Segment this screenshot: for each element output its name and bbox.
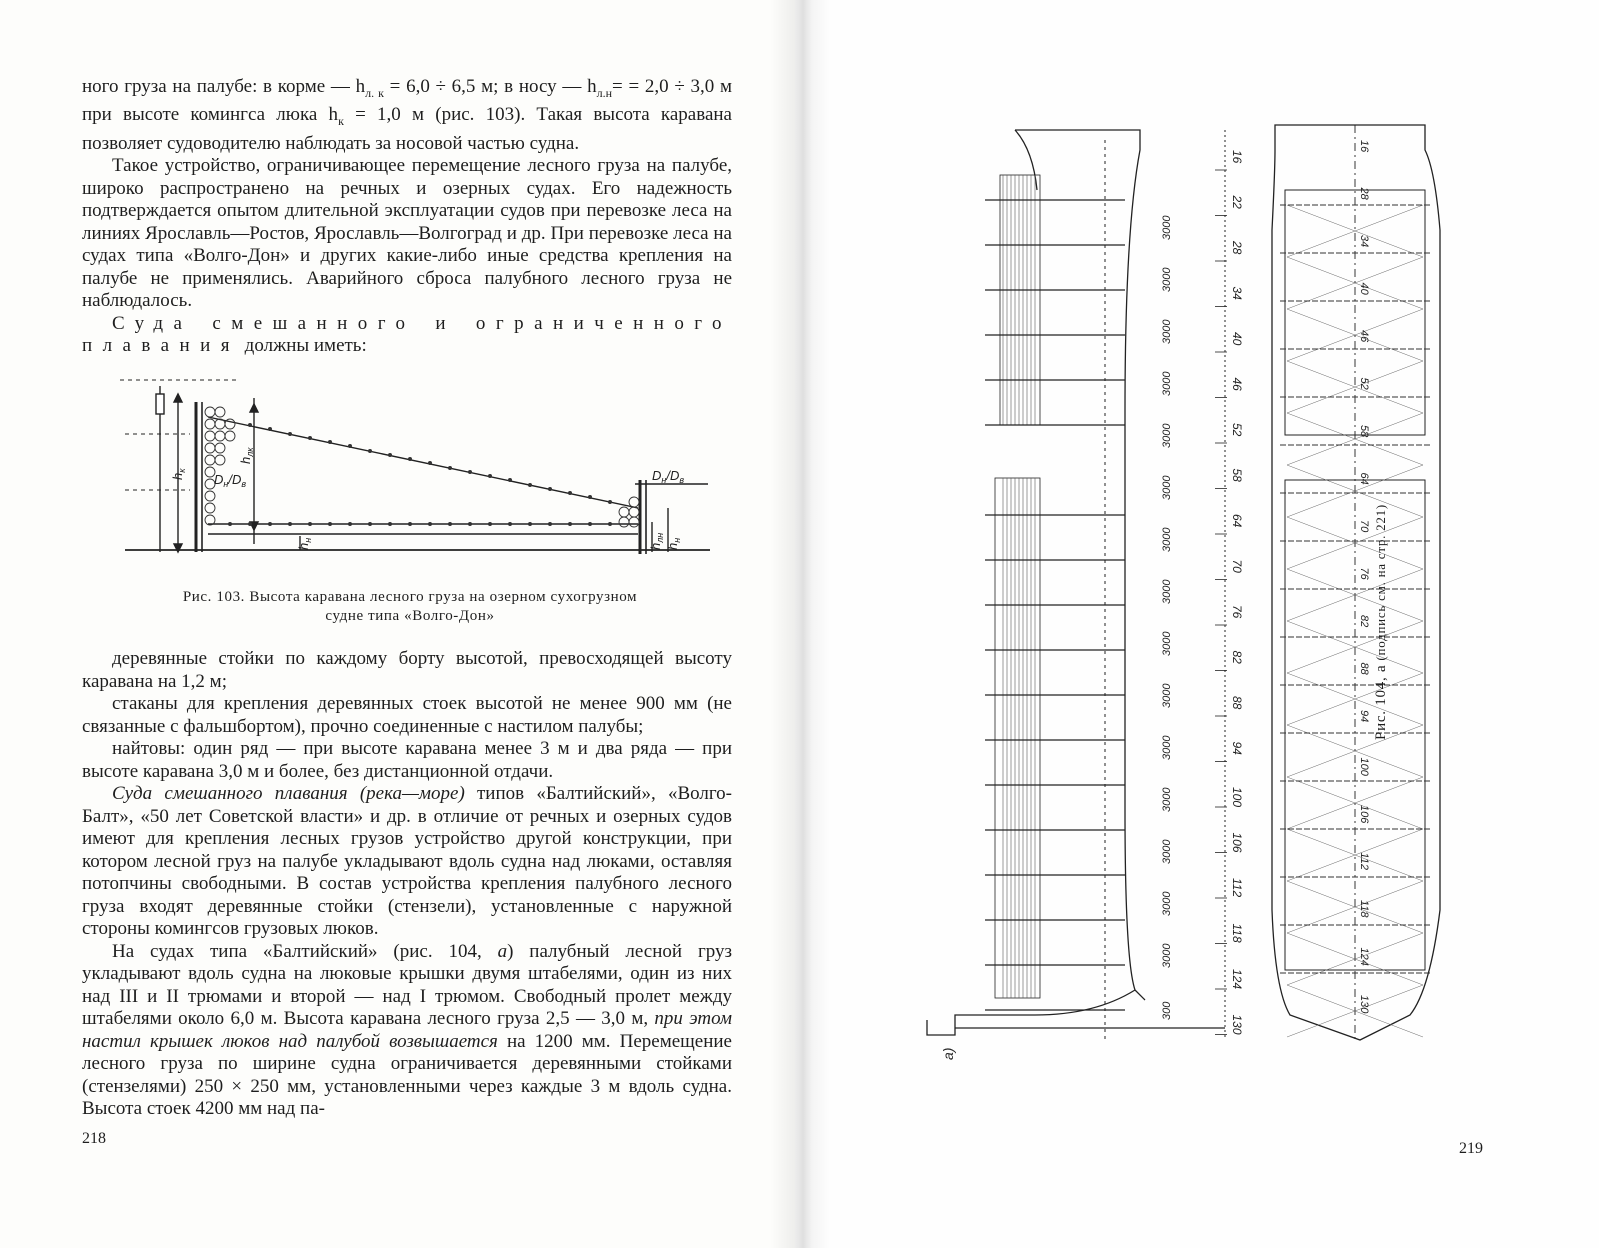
label-dn-db-left: $D_н/D_в$ bbox=[214, 472, 247, 489]
dimension-label: 3000 bbox=[1161, 579, 1173, 604]
plan-frame-label: 118 bbox=[1358, 900, 1370, 918]
frame-label: 112 bbox=[1230, 878, 1244, 898]
caption-note: (подпись см. на стр. 221) bbox=[1373, 504, 1388, 665]
paragraph-3: Суда смешанного и ограниченного плавания должны иметь: bbox=[82, 312, 732, 357]
dimension-label: 3000 bbox=[1161, 423, 1173, 448]
dimension-label: 3000 bbox=[1161, 371, 1173, 396]
plan-frame-label: 64 bbox=[1358, 472, 1370, 485]
plan-frame-label: 112 bbox=[1358, 852, 1370, 871]
deck-plan bbox=[1272, 125, 1440, 1040]
dimension-label: 3000 bbox=[1161, 319, 1173, 344]
left-page bbox=[0, 0, 795, 1248]
frame-label: 70 bbox=[1230, 559, 1244, 573]
frame-label: 82 bbox=[1230, 650, 1244, 664]
plan-frame-label: 34 bbox=[1358, 235, 1370, 248]
frame-label: 40 bbox=[1230, 332, 1244, 346]
plan-frame-label: 130 bbox=[1358, 995, 1370, 1014]
dimension-label: 300 bbox=[1161, 1001, 1173, 1020]
book-gutter-shadow bbox=[770, 0, 830, 1248]
dimension-label: 3000 bbox=[1161, 631, 1173, 656]
plan-frame-label: 52 bbox=[1358, 377, 1370, 390]
plan-frame-label: 46 bbox=[1358, 330, 1370, 343]
label-hi: $h_н$ bbox=[296, 537, 313, 550]
dimension-label: 3000 bbox=[1161, 943, 1173, 968]
text-block-bottom bbox=[82, 648, 732, 1121]
frame-label: 100 bbox=[1230, 787, 1244, 808]
log-row-dots bbox=[228, 423, 612, 526]
label-hlk: $h_{лк}$ bbox=[238, 447, 255, 464]
dimension-label: 3000 bbox=[1161, 839, 1173, 864]
side-profile bbox=[927, 130, 1225, 1040]
text-block-top bbox=[82, 76, 732, 358]
plan-frame-label: 106 bbox=[1358, 805, 1370, 824]
plan-frame-label: 76 bbox=[1358, 567, 1370, 580]
paragraph-7: Суда смешанного плавания (река—море) типов «Балтийский», «Волго-Балт», «50 лет Советской власти» и др. в отличие от речных и озерных судов имеют для крепления лесных грузов устройство другой конструкции, при котором лесной груз на палубе укладывают вдоль судна над люками, оставляя потопчины свободными. В состав устройства крепления палубного лесного груза входят деревянные стойки (стензели), установленные с наружной стороны комингсов грузовых люков. bbox=[82, 783, 732, 939]
frame-label: 28 bbox=[1230, 241, 1244, 255]
figure-104-caption bbox=[1373, 380, 1390, 740]
frame-label: 16 bbox=[1230, 150, 1244, 164]
paragraph-5: стаканы для крепления деревянных стоек высотой не менее 900 мм (не связанные с фальшбортом), прочно соединенные с настилом палубы; bbox=[82, 693, 732, 737]
figure-103 bbox=[120, 372, 730, 572]
frame-label: 52 bbox=[1230, 423, 1244, 437]
dimension-label: 3000 bbox=[1161, 787, 1173, 812]
paragraph-8: На судах типа «Балтийский» (рис. 104, а) палубный лесной груз укладывают вдоль судна на люковые крышки двумя штабелями, один из них над III и II трюмами и второй — над I трюмом. Свободный пролет между штабелями около 6,0 м. Высота каравана лесного груза 2,5 — 3,0 м, при этом настил крышек люков над палубой возвышается на 1200 мм. Перемещение лесного груза по ширине судна ограничивается деревянными стойками (стензелями) 250 × 250 мм, установленными через каждые 3 м вдоль судна. Высота стоек 4200 мм над па- bbox=[82, 940, 732, 1119]
label-hn: $h_н$ bbox=[665, 537, 682, 550]
caption-line-1: Рис. 103. Высота каравана лесного груза на озерном сухогрузном bbox=[182, 589, 638, 605]
page-number-right: 219 bbox=[1459, 1140, 1483, 1157]
plan-frame-label: 28 bbox=[1358, 187, 1370, 200]
caption-main: Рис. 104, а bbox=[1373, 664, 1389, 740]
right-page bbox=[795, 0, 1599, 1248]
frame-label: 64 bbox=[1230, 514, 1244, 528]
paragraph-1: ного груза на палубе: в корме — $h_{л. к} = 6,0 \div 6,5$ м; в носу — $h_{л.н}= = 2,0 \div 3,0$ м при высоте комингса люка $h_к = 1,0$ м (рис. 103). Такая высота каравана позволяет судоводителю наблюдать за носовой частью судна. bbox=[82, 76, 732, 154]
label-hln: $h_{лн}$ bbox=[648, 532, 665, 550]
caption-line-2: судне типа «Волго-Дон» bbox=[325, 608, 495, 624]
dimension-label: 3000 bbox=[1161, 475, 1173, 500]
frame-label: 124 bbox=[1230, 969, 1244, 990]
plan-frame-label: 124 bbox=[1358, 947, 1370, 966]
dimension-label: 3000 bbox=[1161, 891, 1173, 916]
dimension-label: 3000 bbox=[1161, 735, 1173, 760]
figure-103-caption bbox=[110, 588, 710, 626]
plan-frame-label: 82 bbox=[1358, 615, 1370, 628]
paragraph-6: найтовы: один ряд — при высоте каравана менее 3 м и два ряда — при высоте каравана 3,0 м и более, без дистанционной отдачи. bbox=[82, 738, 732, 782]
page-number-left: 218 bbox=[82, 1130, 106, 1147]
dimension-label: 3000 bbox=[1161, 215, 1173, 240]
frame-label: 58 bbox=[1230, 468, 1244, 482]
frame-label: 46 bbox=[1230, 377, 1244, 391]
label-hk: $h_к$ bbox=[170, 468, 187, 480]
log-pile-left bbox=[205, 407, 235, 525]
frame-label: 94 bbox=[1230, 741, 1244, 755]
frame-label: 76 bbox=[1230, 605, 1244, 619]
plan-frame-label: 94 bbox=[1358, 710, 1370, 723]
label-dn-db-right: $D_н/D_в$ bbox=[652, 468, 685, 485]
plan-frame-label: 70 bbox=[1358, 520, 1370, 533]
frame-label: 22 bbox=[1230, 195, 1244, 209]
frame-label: 130 bbox=[1230, 1014, 1244, 1035]
frame-label: 34 bbox=[1230, 286, 1244, 300]
plan-frame-label: 40 bbox=[1358, 282, 1370, 295]
dimension-label: 3000 bbox=[1161, 527, 1173, 552]
plan-frame-label: 88 bbox=[1358, 662, 1370, 675]
log-pile-right bbox=[619, 497, 639, 527]
plan-frame-label: 100 bbox=[1358, 757, 1370, 776]
paragraph-2: Такое устройство, ограничивающее перемещение лесного груза на палубе, широко распространено на речных и озерных судах. Его надежность подтверждается опытом длительной эксплуатации судов при перевозке леса на линиях Ярославль—Ростов, Ярославль—Волгоград и др. При перевозке леса на судах типа «Волго-Дон» и других какие-либо иные средства крепления на палубе не применялись. Аварийного сброса палубного лесного груза не наблюдалось. bbox=[82, 155, 732, 312]
plan-frame-label: 16 bbox=[1358, 140, 1370, 153]
dimension-label: 3000 bbox=[1161, 267, 1173, 292]
label-a: а) bbox=[940, 1047, 956, 1060]
frame-label: 118 bbox=[1230, 923, 1244, 943]
figure-104a bbox=[915, 110, 1515, 1110]
frame-label: 106 bbox=[1230, 832, 1244, 853]
frame-label: 88 bbox=[1230, 696, 1244, 710]
plan-frame-label: 58 bbox=[1358, 425, 1370, 438]
dimension-label: 3000 bbox=[1161, 683, 1173, 708]
paragraph-4: деревянные стойки по каждому борту высотой, превосходящей высоту каравана на 1,2 м; bbox=[82, 648, 732, 692]
